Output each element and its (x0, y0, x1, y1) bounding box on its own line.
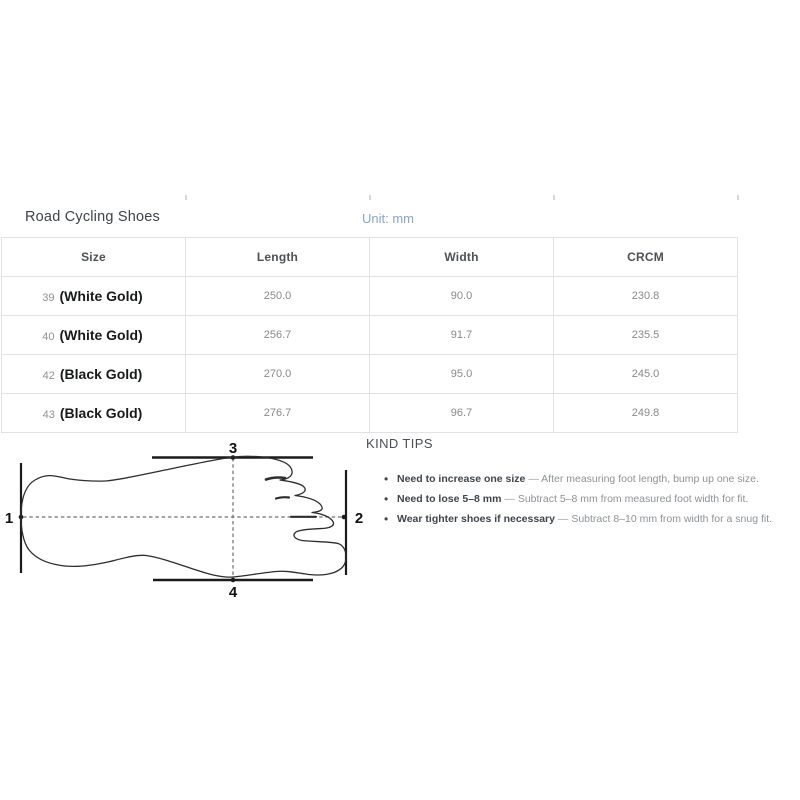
size-number: 39 (42, 292, 55, 304)
tip-separator: — (557, 513, 569, 525)
tips-heading: KIND TIPS (366, 436, 433, 451)
table-header-row (2, 238, 738, 277)
width-cell: 91.7 (370, 316, 554, 355)
marker-label-4: 4 (228, 584, 238, 601)
tip-lead: Wear tighter shoes if necessary (397, 513, 555, 525)
tip-lead: Need to lose 5–8 mm (397, 493, 502, 505)
tip-item (384, 489, 800, 509)
size-cell (2, 277, 186, 316)
tips-list (384, 469, 800, 529)
crcm-cell: 235.5 (554, 316, 738, 355)
tip-text: Subtract 5–8 mm from measured foot width for fit. (517, 493, 749, 505)
column-header-size: Size (2, 238, 186, 277)
tip-text: After measuring foot length, bump up one size. (541, 473, 759, 485)
tick-mark (369, 195, 371, 200)
size-number: 43 (42, 409, 55, 421)
tip-separator: — (504, 493, 515, 505)
size-cell (2, 355, 186, 394)
crcm-cell: 249.8 (554, 394, 738, 433)
table-row (2, 355, 738, 394)
width-cell: 96.7 (370, 394, 554, 433)
foot-measurement-diagram (0, 440, 372, 605)
crcm-cell: 245.0 (554, 355, 738, 394)
size-number: 40 (42, 331, 55, 343)
width-cell: 90.0 (370, 277, 554, 316)
tick-mark (553, 195, 555, 200)
toe-crease (276, 497, 289, 498)
marker-label-1: 1 (4, 510, 14, 527)
table-row (2, 394, 738, 433)
size-name: (Black Gold) (59, 366, 143, 382)
size-name: (White Gold) (59, 327, 143, 343)
crcm-cell: 230.8 (554, 277, 738, 316)
unit-label: Unit: mm (362, 211, 414, 226)
tip-item (384, 509, 800, 529)
tick-mark (737, 195, 739, 200)
marker-label-2: 2 (354, 510, 364, 527)
size-number: 42 (42, 370, 55, 382)
size-cell (2, 316, 186, 355)
length-cell: 256.7 (186, 316, 370, 355)
size-cell (2, 394, 186, 433)
table-row (2, 277, 738, 316)
length-cell: 250.0 (186, 277, 370, 316)
tip-item (384, 469, 800, 489)
length-cell: 270.0 (186, 355, 370, 394)
tip-text: Subtract 8–10 mm from width for a snug fit. (571, 513, 773, 525)
measure-dot (342, 515, 347, 520)
column-header-crcm: CRCM (554, 238, 738, 277)
page-title: Road Cycling Shoes (25, 209, 160, 225)
tip-lead: Need to increase one size (397, 473, 526, 485)
size-name: (White Gold) (59, 288, 143, 304)
table-row (2, 316, 738, 355)
column-header-width: Width (370, 238, 554, 277)
column-header-length: Length (186, 238, 370, 277)
size-table (1, 237, 738, 433)
measure-dot (231, 578, 236, 583)
marker-label-3: 3 (228, 440, 238, 457)
tick-mark (185, 195, 187, 200)
tip-separator: — (528, 473, 539, 485)
length-cell: 276.7 (186, 394, 370, 433)
width-cell: 95.0 (370, 355, 554, 394)
size-name: (Black Gold) (59, 405, 143, 421)
